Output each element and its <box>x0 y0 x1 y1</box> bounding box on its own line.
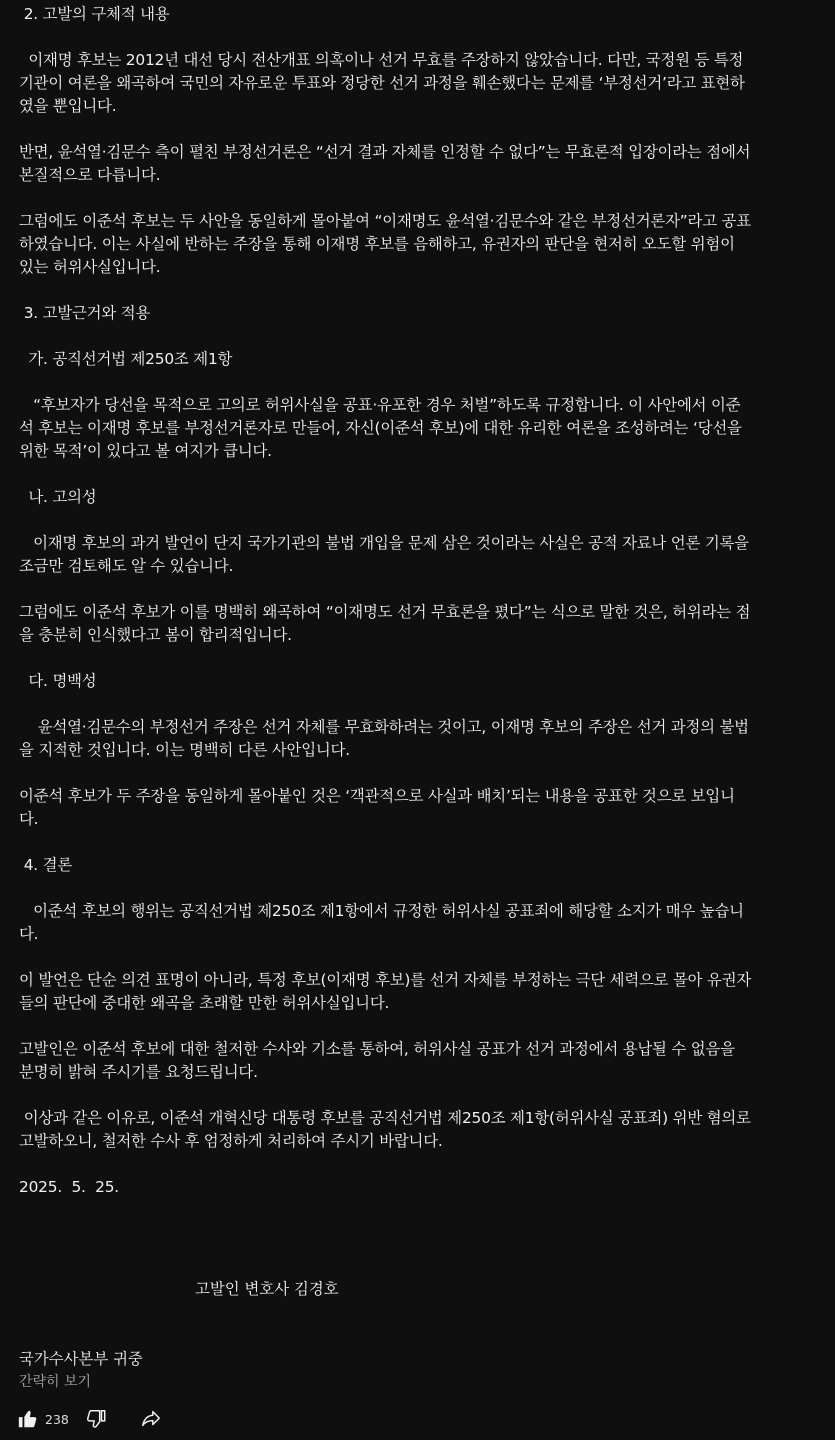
comment-line: 고발하오니, 철저한 수사 후 엄정하게 처리하여 주시기 바랍니다. <box>19 1132 443 1150</box>
comment-blank-line <box>19 946 789 969</box>
comment-line: 이 발언은 단순 의견 표명이 아니라, 특정 후보(이재명 후보)를 선거 자체를 부정하는 극단 세력으로 몰아 유권자 <box>19 971 752 989</box>
like-count: 238 <box>45 1411 69 1427</box>
comment-line: 2. 고발의 구체적 내용 <box>19 5 170 23</box>
comment-line: 이상과 같은 이유로, 이준석 개혁신당 대통령 후보를 공직선거법 제250조 제1항(허위사실 공표죄) 위반 혐의로 <box>19 1109 751 1127</box>
comment-line: 들의 판단에 중대한 왜곡을 초래할 만한 허위사실입니다. <box>19 994 390 1012</box>
comment-line: 고발인은 이준석 후보에 대한 철저한 수사와 기소를 통하여, 허위사실 공표가 선거 과정에서 용납될 수 없음을 <box>19 1040 735 1058</box>
comment-blank-line <box>19 26 789 49</box>
comment-line: 나. 고의성 <box>19 488 97 506</box>
comment-line: 가. 공직선거법 제250조 제1항 <box>19 350 233 368</box>
comment-line: 위한 목적’이 있다고 볼 여지가 큽니다. <box>19 442 272 460</box>
comment-blank-line <box>19 1015 789 1038</box>
comment-blank-line <box>19 647 789 670</box>
comment-line: 조금만 검토해도 알 수 있습니다. <box>19 557 234 575</box>
thumbs-down-icon <box>85 1408 107 1430</box>
comment-line: 이준석 후보의 행위는 공직선거법 제250조 제1항에서 규정한 허위사실 공표죄에 해당할 소지가 매우 높습니 <box>19 902 744 920</box>
dislike-button[interactable] <box>85 1408 107 1430</box>
comment-blank-line <box>19 831 789 854</box>
share-button[interactable] <box>139 1408 163 1430</box>
comment-line: 였을 뿐입니다. <box>19 97 117 115</box>
comment-line: 윤석열·김문수의 부정선거 주장은 선거 자체를 무효화하려는 것이고, 이재명 후보의 주장은 선거 과정의 불법 <box>19 718 749 736</box>
comment-blank-line <box>19 1084 789 1107</box>
comment-blank-line <box>19 578 789 601</box>
show-less-button[interactable]: 간략히 보기 <box>19 1374 92 1390</box>
comment-line: 그럼에도 이준석 후보가 이를 명백히 왜곡하여 “이재명도 선거 무효론을 폈다”는 식으로 말한 것은, 허위라는 점 <box>19 603 751 621</box>
comment-line: 3. 고발근거와 적용 <box>19 304 151 322</box>
comment-line: 본질적으로 다릅니다. <box>19 166 161 184</box>
comment-line: 을 충분히 인식했다고 봄이 합리적입니다. <box>19 626 292 644</box>
comment-line: 4. 결론 <box>19 856 73 874</box>
comment-body <box>19 3 789 1199</box>
comment-blank-line <box>19 762 789 785</box>
comment-line: 분명히 밝혀 주시기를 요청드립니다. <box>19 1063 258 1081</box>
comment-blank-line <box>19 118 789 141</box>
comment-line: 석 후보는 이재명 후보를 부정선거론자로 만들어, 자신(이준석 후보)에 대한 유리한 여론을 조성하려는 ‘당선을 <box>19 419 742 437</box>
comment-line: 이재명 후보의 과거 발언이 단지 국가기관의 불법 개입을 문제 삼은 것이라는 사실은 공적 자료나 언론 기록을 <box>19 534 749 552</box>
share-icon <box>139 1408 163 1430</box>
comment-blank-line <box>19 279 789 302</box>
complainant-signature: 고발인 변호사 김경호 <box>195 1280 339 1298</box>
comment-blank-line <box>19 509 789 532</box>
comment-line: 이재명 후보는 2012년 대선 당시 전산개표 의혹이나 선거 무효를 주장하지 않았습니다. 다만, 국정원 등 특정 <box>19 51 744 69</box>
comment-line: 이준석 후보가 두 주장을 동일하게 몰아붙인 것은 ‘객관적으로 사실과 배치’되는 내용을 공표한 것으로 보입니 <box>19 787 735 805</box>
comment-line: 다. <box>19 925 39 943</box>
comment-line: “후보자가 당선을 목적으로 고의로 허위사실을 공표·유포한 경우 처벌”하도록 규정합니다. 이 사안에서 이준 <box>19 396 741 414</box>
comment-line: 하였습니다. 이는 사실에 반하는 주장을 통해 이재명 후보를 음해하고, 유권자의 판단을 현저히 오도할 위험이 <box>19 235 735 253</box>
comment-blank-line <box>19 693 789 716</box>
comment-line: 있는 허위사실입니다. <box>19 258 161 276</box>
comment-line: 반면, 윤석열·김문수 측이 펼친 부정선거론은 “선거 결과 자체를 인정할 수 없다”는 무효론적 입장이라는 점에서 <box>19 143 751 161</box>
comment-blank-line <box>19 1153 789 1176</box>
comment-blank-line <box>19 187 789 210</box>
comment-line: 다. <box>19 810 39 828</box>
comment-blank-line <box>19 463 789 486</box>
like-button[interactable] <box>17 1408 85 1430</box>
comment-line: 그럼에도 이준석 후보는 두 사안을 동일하게 몰아붙여 “이재명도 윤석열·김문수와 같은 부정선거론자”라고 공표 <box>19 212 751 230</box>
comment-line: 2025. 5. 25. <box>19 1178 119 1196</box>
comment-line: 기관이 여론을 왜곡하여 국민의 자유로운 투표와 정당한 선거 과정을 훼손했다는 문제를 ‘부정선거’라고 표현하 <box>19 74 745 92</box>
comment-blank-line <box>19 325 789 348</box>
comment-line: 다. 명백성 <box>19 672 97 690</box>
thumbs-up-icon <box>17 1408 39 1430</box>
comment-blank-line <box>19 371 789 394</box>
comment-line: 을 지적한 것입니다. 이는 명백히 다른 사안입니다. <box>19 741 350 759</box>
comment-blank-line <box>19 877 789 900</box>
comment-actions <box>17 1405 163 1433</box>
addressee-line: 국가수사본부 귀중 <box>19 1350 143 1368</box>
